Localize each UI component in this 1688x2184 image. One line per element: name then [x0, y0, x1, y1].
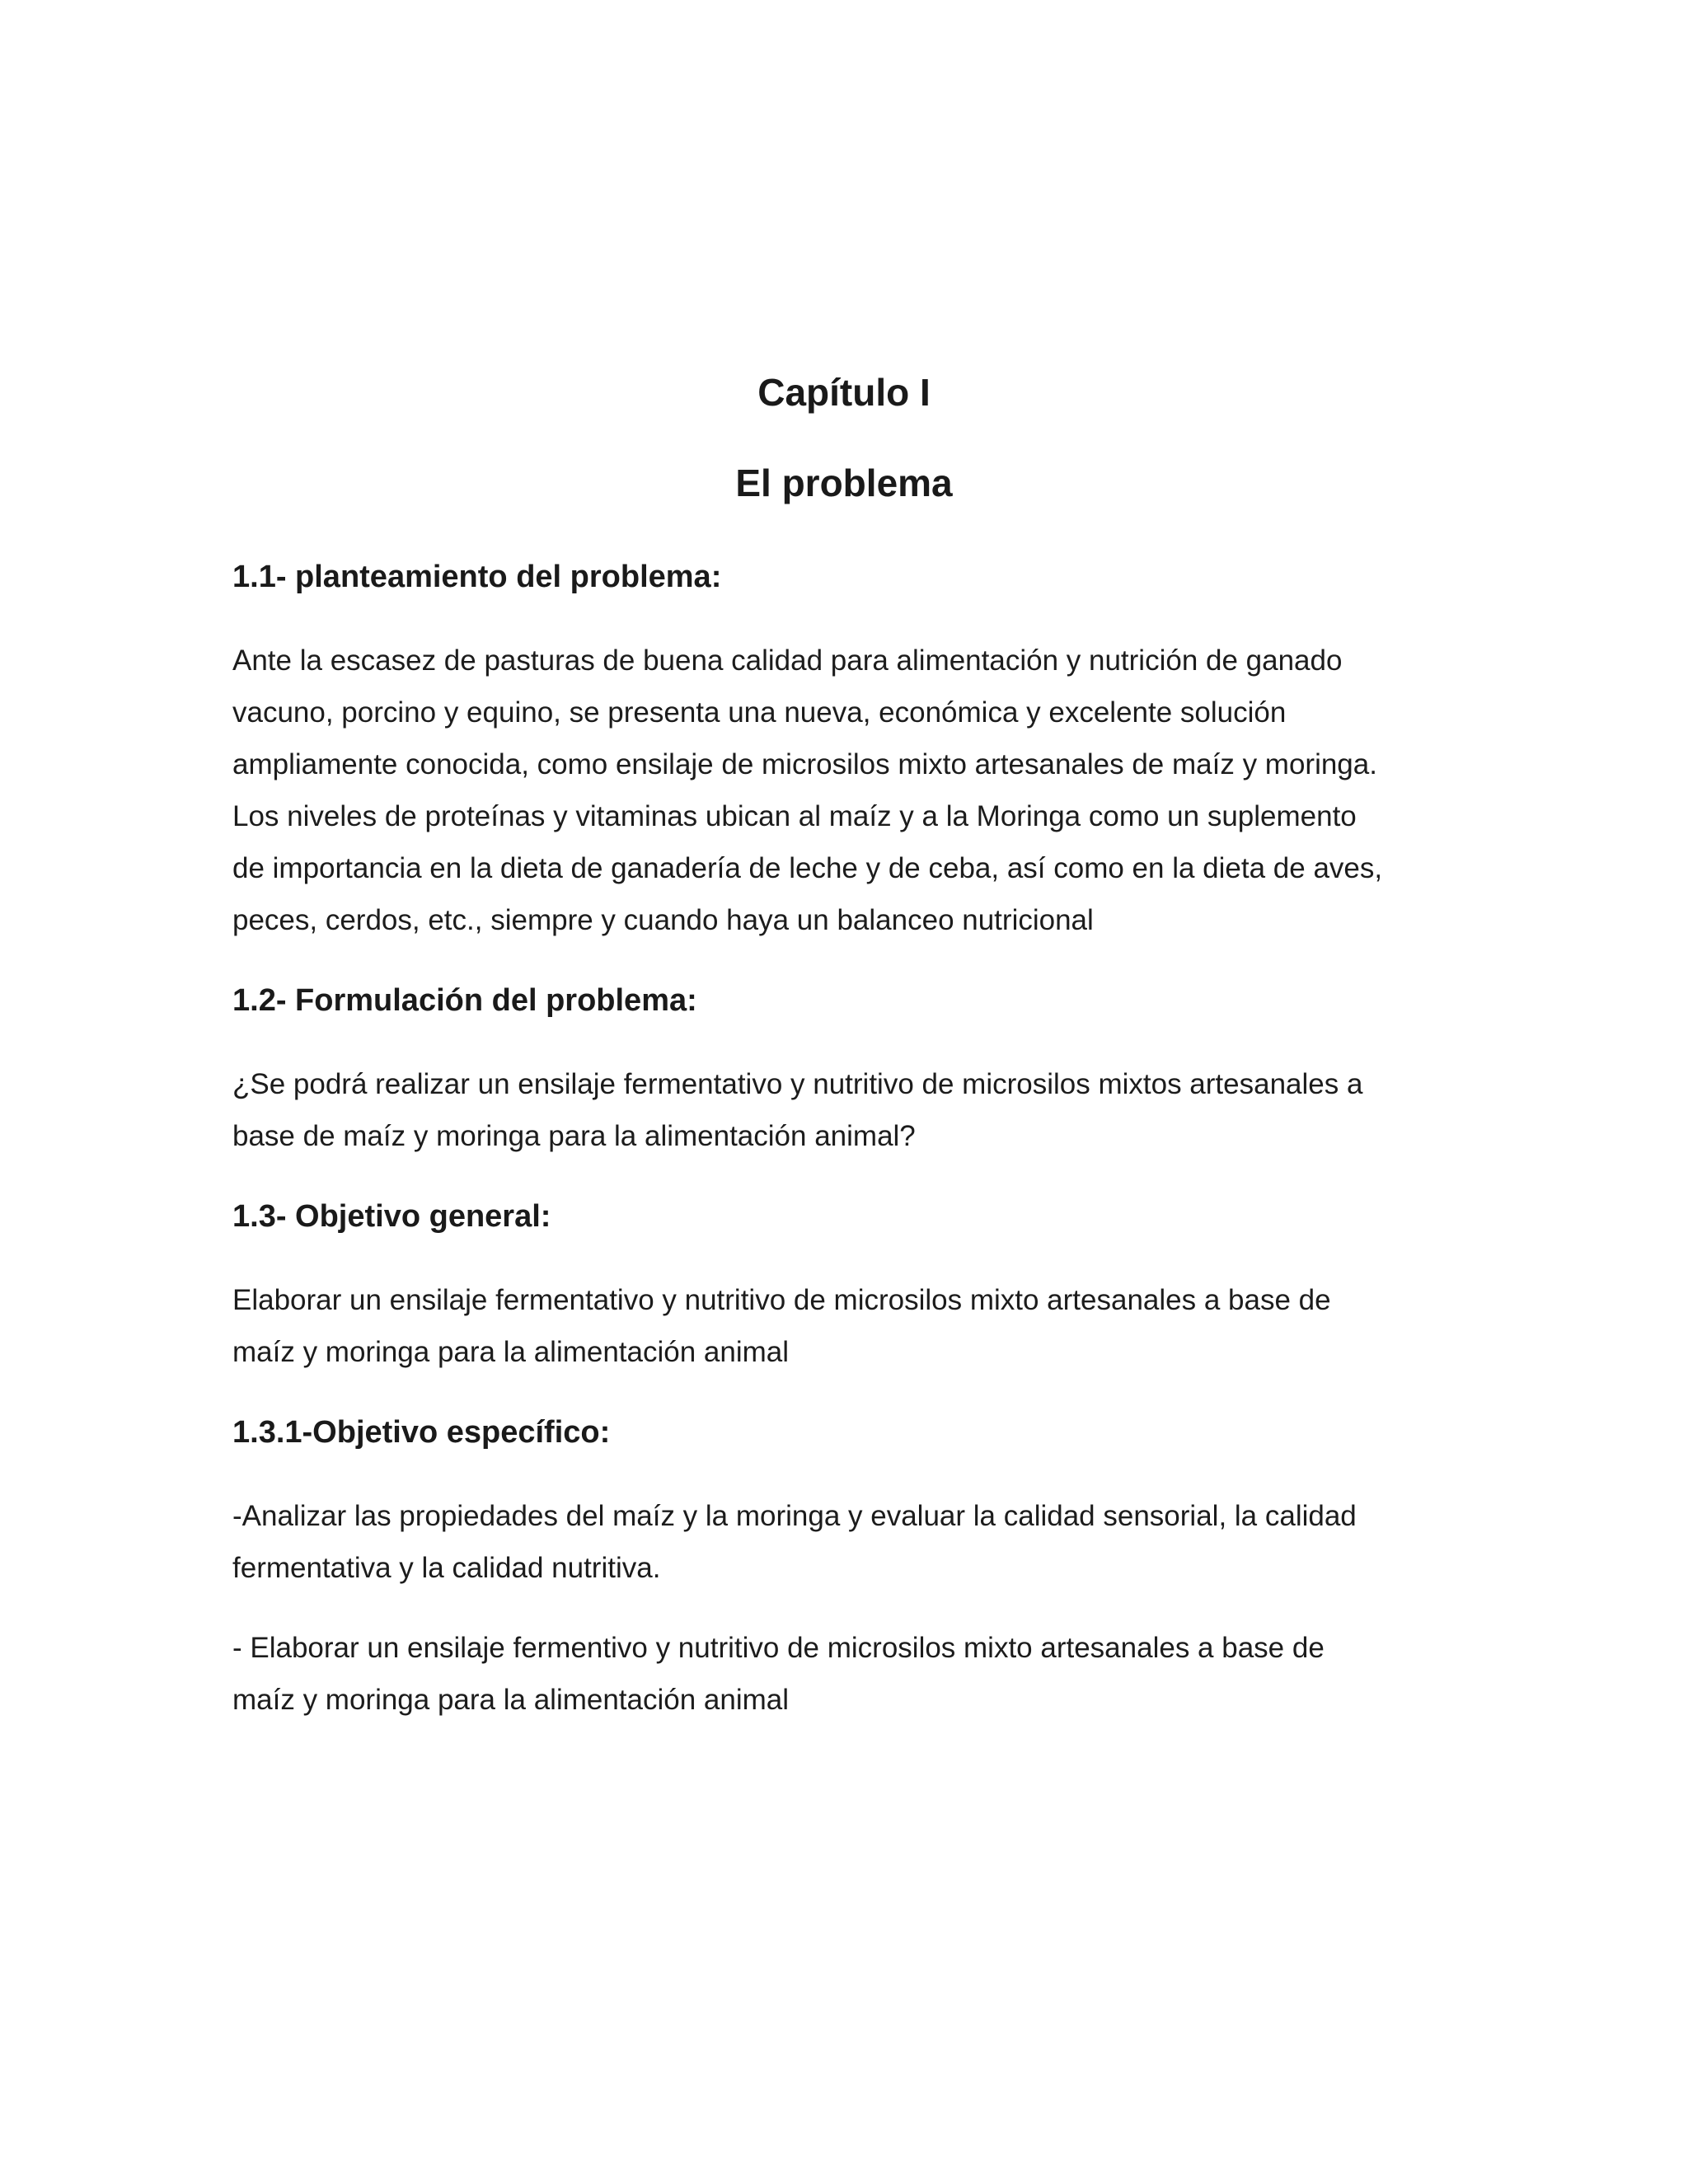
- chapter-subtitle: El problema: [735, 462, 953, 504]
- paragraph-line: fermentativa y la calidad nutritiva.: [232, 1552, 661, 1584]
- objective-item-1: [232, 1490, 1469, 1594]
- paragraph-line: - Elaborar un ensilaje fermentivo y nutritivo de microsilos mixto artesanales a base de: [232, 1632, 1325, 1664]
- paragraph-line: ¿Se podrá realizar un ensilaje fermentativo y nutritivo de microsilos mixtos artesanales a: [232, 1068, 1363, 1100]
- paragraph-line: base de maíz y moringa para la alimentación animal?: [232, 1120, 916, 1152]
- paragraph-objetivo-general: [232, 1274, 1469, 1378]
- chapter-title: Capítulo I: [757, 371, 931, 414]
- paragraph-line: -Analizar las propiedades del maíz y la moringa y evaluar la calidad sensorial, la calidad: [232, 1500, 1357, 1532]
- paragraph-line: Los niveles de proteínas y vitaminas ubican al maíz y a la Moringa como un suplemento: [232, 800, 1357, 832]
- section-heading-1-2: 1.2- Formulación del problema:: [232, 983, 697, 1018]
- paragraph-line: ampliamente conocida, como ensilaje de microsilos mixto artesanales de maíz y moringa.: [232, 748, 1377, 780]
- section-heading-1-3: 1.3- Objetivo general:: [232, 1199, 551, 1234]
- paragraph-line: maíz y moringa para la alimentación animal: [232, 1684, 790, 1716]
- paragraph-formulacion: [232, 1058, 1469, 1162]
- section-heading-1-1: 1.1- planteamiento del problema:: [232, 560, 722, 594]
- document-body: [232, 557, 1469, 1726]
- objective-item-2: [232, 1622, 1469, 1726]
- paragraph-line: de importancia en la dieta de ganadería de leche y de ceba, así como en la dieta de aves,: [232, 852, 1383, 884]
- paragraph-line: vacuno, porcino y equino, se presenta una nueva, económica y excelente solución: [232, 696, 1287, 729]
- paragraph-planteamiento: [232, 635, 1469, 946]
- section-heading-1-3-1: 1.3.1-Objetivo específico:: [232, 1415, 611, 1450]
- paragraph-line: maíz y moringa para la alimentación animal: [232, 1336, 790, 1368]
- paragraph-line: Elaborar un ensilaje fermentativo y nutritivo de microsilos mixto artesanales a base de: [232, 1284, 1331, 1316]
- paragraph-line: Ante la escasez de pasturas de buena calidad para alimentación y nutrición de ganado: [232, 644, 1343, 677]
- paragraph-line: peces, cerdos, etc., siempre y cuando haya un balanceo nutricional: [232, 904, 1094, 936]
